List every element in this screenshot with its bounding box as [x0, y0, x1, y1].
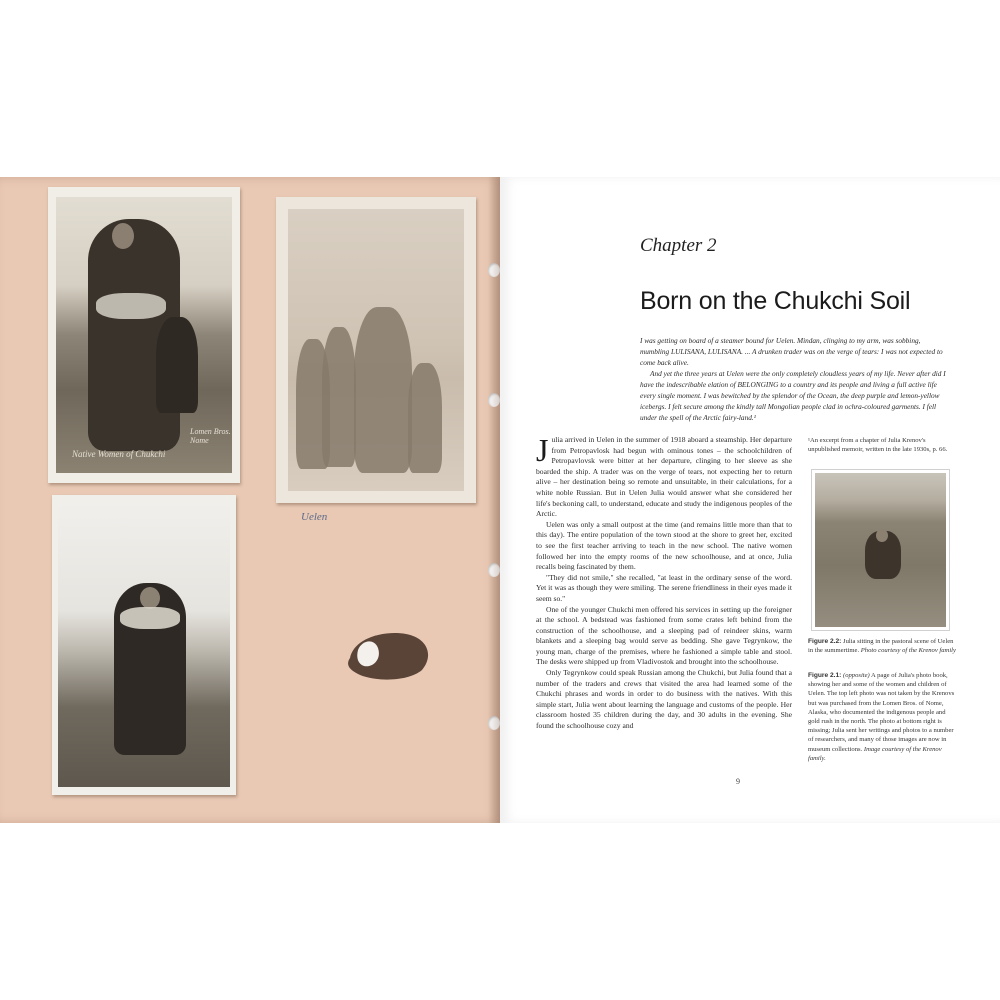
punch-hole: [488, 393, 500, 407]
body-paragraph: One of the younger Chukchi men offered his services in setting up the foreigner at the school. A bedstead was fashioned from some crates left behind from the construction of the schoolhouse, and a sleeping pad of reindeer skins, warm blankets and a sleeping bag would serve as bedding. She gave Tegrynkow, the young man, charge of the premises, where he fashioned a simple table and stool. The desks were shipped up from Vladivostok and brought into the schoolhouse.: [536, 604, 792, 667]
body-paragraph: Uelen was only a small outpost at the time (and remains little more than that to this day). The entire population of the town stood at the shore to greet her, excited to see the first teacher arriving to teach in the new school. The native women followed her into the empty rooms of the new schoolhouse, and at once, Julia recalls being fascinated by them.: [536, 519, 792, 572]
handwritten-note: Uelen: [301, 511, 328, 523]
torn-photo-mark: [344, 628, 434, 683]
book-spread: [0, 177, 1000, 823]
epigraph-paragraph: And yet the three years at Uelen were the only completely cloudless years of my life. Never after did I have the indescribable elation of BELONGING to a country and its people and living a full active life every single moment. I was bewitched by the splendor of the Ocean, the deep purple and lemon-yellow icebergs. I felt secure among the kindly tall Mongolian people clad in ochra-coloured garments. I fell under the spell of the Arctic fairy-land.¹: [640, 369, 946, 422]
book-page: [500, 177, 1000, 823]
punch-hole: [488, 263, 500, 277]
photo-album-page: [0, 177, 500, 823]
epigraph: [640, 335, 950, 423]
drop-cap: J: [536, 432, 549, 468]
photo-woman-in-parka: [52, 495, 236, 795]
body-paragraph: Only Tegrynkow could speak Russian among the Chukchi, but Julia found that a number of the traders and crews that visited the area had learned some of the Chukchi phrases and words in order to do business with the natives. With this simple start, Julia went about learning the language and customs of the people. Her classroom hosted 35 children during the day, and 30 adults in the evening. She found the schoolhouse cozy and: [536, 668, 792, 731]
punch-hole: [488, 716, 500, 730]
chapter-label: Chapter 2: [640, 235, 717, 256]
figure-2-1-caption: Figure 2.1: (opposite) A page of Julia's photo book, showing her and some of the women and children of Uelen. The top left photo was not taken by the Krenovs but was purchased from the Lomen Bros. of Nome, Alaska, who documented the indigenous people and gold rush in the north. The photo at bottom right is missing; Julia sent her writings and photos to a number of researchers, and many of those images are now in museum collections. Image courtesy of the Krenov family.: [808, 672, 955, 762]
photo-caption: Native Women of Chukchi: [72, 449, 166, 459]
figure-2-2-caption: Figure 2.2: Julia sitting in the pastoral scene of Uelen in the summertime. Photo courtesy of the Krenov family: [808, 638, 956, 655]
child-figure: [156, 317, 198, 413]
photo-native-women: [48, 187, 240, 483]
epigraph-paragraph: I was getting on board of a steamer bound for Uelen. Mindan, clinging to my arm, was sobbing, mumbling LULISANA, LULISANA. ... A drunken trader was on the verge of tears: I was not expected to come back alive.: [640, 336, 943, 367]
footnote: ¹An excerpt from a chapter of Julia Krenov's unpublished memoir, written in the late 1930s, p. 66.: [808, 437, 948, 454]
chapter-title: Born on the Chukchi Soil: [640, 287, 911, 315]
body-paragraph: "They did not smile," she recalled, "at least in the ordinary sense of the word. Yet it was as though they were smiling. The serene friendliness in their eyes made it seem so.": [536, 572, 792, 603]
body-text: [536, 432, 792, 732]
photo-studio-stamp: Lomen Bros. Nome: [190, 427, 231, 445]
body-paragraph: Julia arrived in Uelen in the summer of 1918 aboard a steamship. Her departure from Petropavlosk had begun with ominous tones – the schoolchildren of Petropavlovsk were bitter at her departure, clinging to her sleeve as she boarded the ship. A trader was on the verge of tears, not expecting her to return alive – her destination being so remote and unsuitable, in their calculations, for a white noble Russian. But in Uelen Julia would answer what she considered her life's beckoning call, to understand, educate and study the indigenous peoples of the Arctic.: [536, 432, 792, 519]
punch-hole: [488, 563, 500, 577]
photo-julia-sitting: [811, 469, 950, 631]
page-number: 9: [736, 777, 740, 786]
photo-children-group: [276, 197, 476, 503]
